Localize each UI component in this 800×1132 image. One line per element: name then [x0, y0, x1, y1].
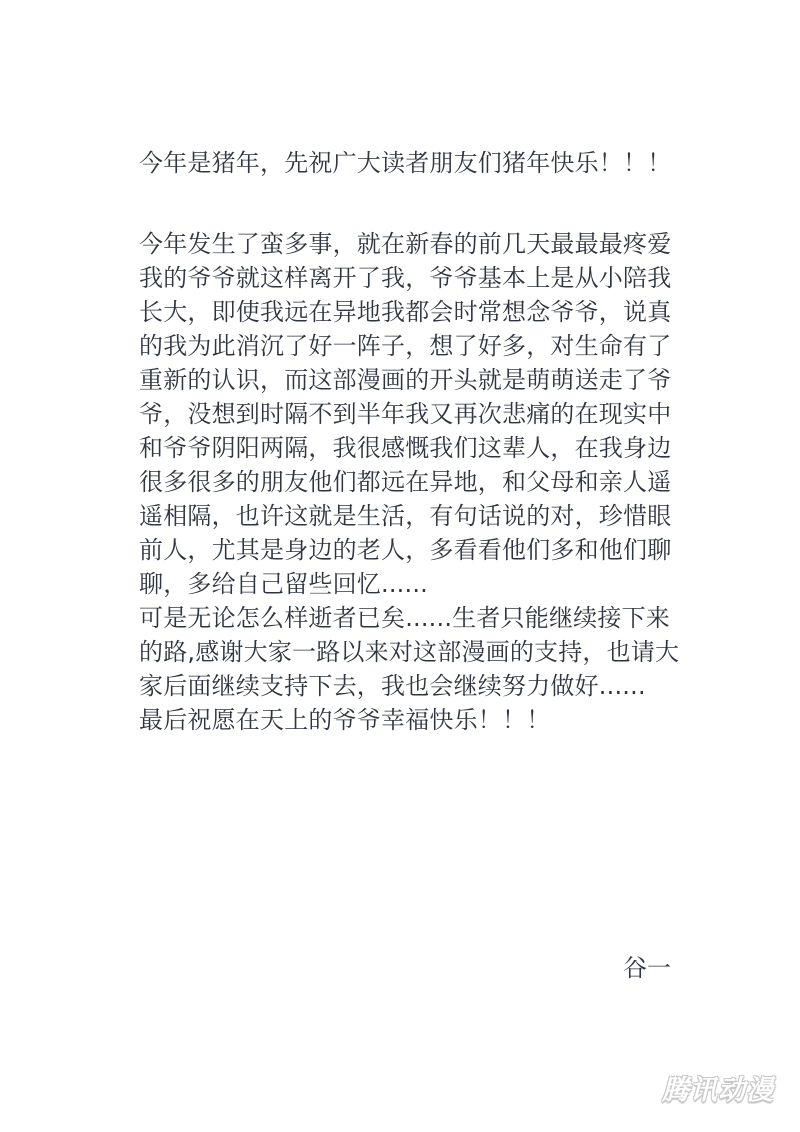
body-line: 聊，多给自己留些回忆......: [139, 570, 428, 598]
author-signature: 谷一: [623, 954, 671, 982]
body-line: 的我为此消沉了好一阵子，想了好多，对生命有了: [139, 332, 672, 360]
watermark-logo: [654, 1066, 782, 1104]
body-line: 的路,感谢大家一路以来对这部漫画的支持，也请大: [139, 638, 680, 666]
body-line: 爷，没想到时隔不到半年我又再次悲痛的在现实中: [139, 400, 672, 428]
body-line: 重新的认识，而这部漫画的开头就是萌萌送走了爷: [139, 366, 672, 394]
watermark-text: 腾讯动漫: [662, 1075, 774, 1106]
body-line: 前人，尤其是身边的老人，多看看他们多和他们聊: [139, 536, 672, 564]
body-line: 可是无论怎么样逝者已矣......生者只能继续接下来: [139, 604, 670, 632]
greeting-line: 今年是猪年，先祝广大读者朋友们猪年快乐！！！: [139, 149, 672, 177]
body-line: 长大，即使我远在异地我都会时常想念爷爷，说真: [139, 298, 672, 326]
body-line: 遥相隔，也许这就是生活，有句话说的对，珍惜眼: [139, 502, 672, 530]
body-line: 最后祝愿在天上的爷爷幸福快乐！！！: [139, 706, 551, 734]
body-line: 家后面继续支持下去，我也会继续努力做好......: [139, 672, 646, 700]
body-line: 今年发生了蛮多事，就在新春的前几天最最最疼爱: [139, 230, 672, 258]
body-line: 和爷爷阴阳两隔，我很感慨我们这辈人，在我身边: [139, 434, 672, 462]
body-line: 我的爷爷就这样离开了我，爷爷基本上是从小陪我: [139, 264, 672, 292]
body-line: 很多很多的朋友他们都远在异地，和父母和亲人遥: [139, 468, 672, 496]
